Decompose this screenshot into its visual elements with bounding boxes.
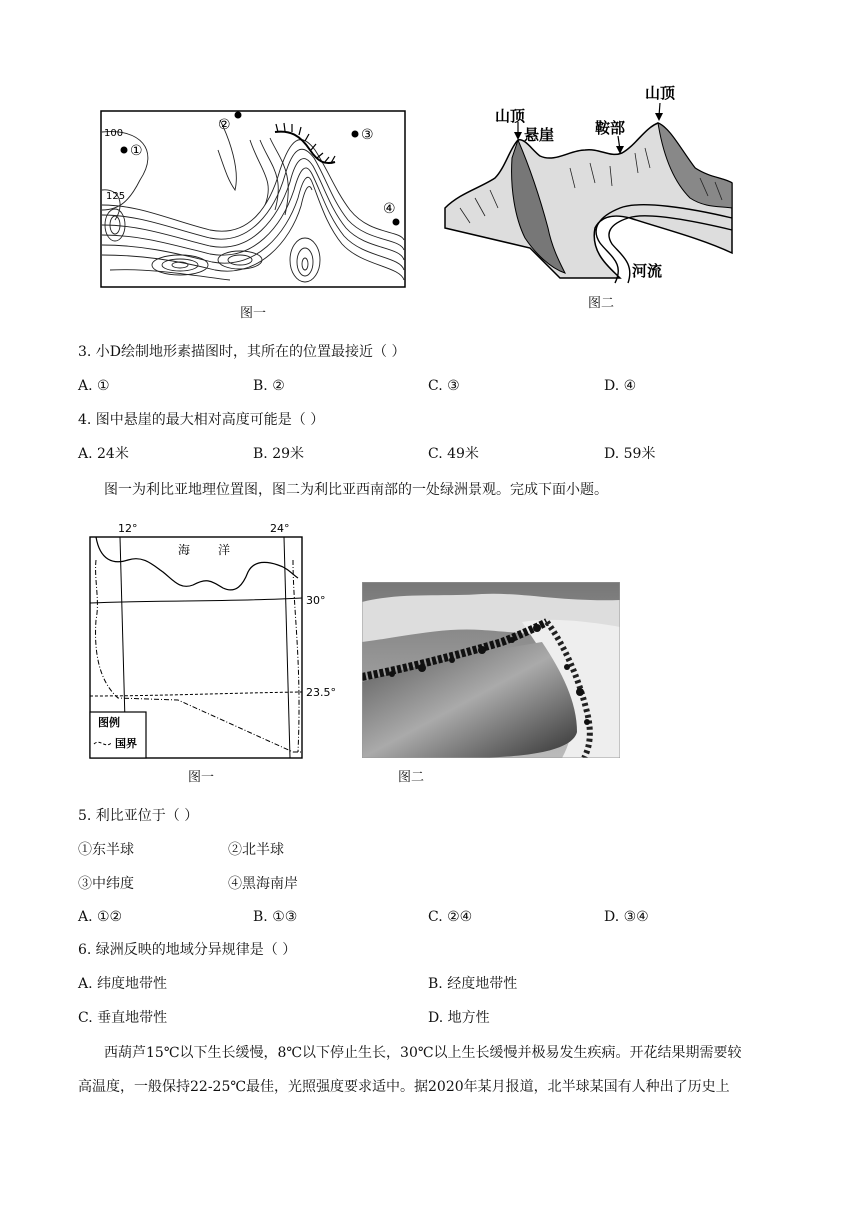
- marker-2-dot: [235, 112, 242, 119]
- q5-option-c[interactable]: C. ②④: [428, 909, 473, 925]
- q5-item-1: ①东半球: [78, 842, 134, 858]
- marker-3: ③: [361, 127, 374, 143]
- q5-option-a[interactable]: A. ①②: [78, 909, 123, 925]
- q6-option-c[interactable]: C. 垂直地带性: [78, 1010, 168, 1026]
- label-cliff: 悬崖: [524, 126, 555, 144]
- libya-intro: 图一为利比亚地理位置图，图二为利比亚西南部的一处绿洲景观。完成下面小题。: [104, 482, 608, 498]
- sea-label-2: 洋: [218, 543, 231, 557]
- sea-label-1: 海: [178, 543, 191, 557]
- contour-map-figure: [100, 110, 406, 288]
- marker-1-dot: [121, 147, 128, 154]
- question-6-stem: 6. 绿洲反映的地域分异规律是（ ）: [78, 942, 297, 958]
- libya-map: [88, 520, 338, 760]
- label-river: 河流: [632, 262, 663, 280]
- caption-libya-map: 图一: [188, 770, 215, 785]
- q5-item-2: ②北半球: [228, 842, 284, 858]
- caption-landscape: 图二: [588, 296, 615, 311]
- q5-option-d[interactable]: D. ③④: [604, 909, 649, 925]
- q3-option-c[interactable]: C. ③: [428, 378, 460, 394]
- question-3-stem: 3. 小D绘制地形素描图时，其所在的位置最接近（ ）: [78, 344, 406, 360]
- marker-1: ①: [130, 143, 143, 159]
- lon-label-12: 12°: [118, 522, 138, 535]
- oasis-photo: [362, 582, 620, 758]
- passage-line-2: 高温度，一般保持22-25℃最佳，光照强度要求适中。据2020年某月报道，北半球某国有人种出了历史上: [78, 1079, 730, 1095]
- libya-map-figure: [88, 520, 338, 760]
- marker-4: ④: [383, 201, 396, 217]
- marker-2: ②: [218, 117, 231, 133]
- contour-label-100: 100: [104, 128, 124, 139]
- q5-item-3: ③中纬度: [78, 876, 134, 892]
- q4-option-c[interactable]: C. 49米: [428, 446, 479, 462]
- marker-3-dot: [352, 131, 359, 138]
- q4-option-b[interactable]: B. 29米: [253, 446, 305, 462]
- q3-option-a[interactable]: A. ①: [78, 378, 110, 394]
- oasis-photo-svg: [362, 582, 620, 758]
- q3-option-b[interactable]: B. ②: [253, 378, 285, 394]
- lon-label-24: 24°: [270, 522, 290, 535]
- label-peak-right: 山顶: [645, 84, 676, 102]
- q3-option-d[interactable]: D. ④: [604, 378, 637, 394]
- landscape-sketch: [440, 78, 735, 290]
- label-saddle: 鞍部: [595, 119, 626, 137]
- landscape-sketch-figure: [440, 78, 735, 290]
- passage-line-1: 西葫芦15℃以下生长缓慢，8℃以下停止生长，30℃以上生长缓慢并极易发生疾病。开花结果期需要较: [104, 1045, 742, 1061]
- contour-label-125: 125: [106, 191, 126, 202]
- q6-option-b[interactable]: B. 经度地带性: [428, 976, 518, 992]
- q4-option-d[interactable]: D. 59米: [604, 446, 656, 462]
- q5-option-b[interactable]: B. ①③: [253, 909, 298, 925]
- label-peak-left: 山顶: [495, 107, 526, 125]
- question-4-stem: 4. 图中悬崖的最大相对高度可能是（ ）: [78, 412, 325, 428]
- marker-4-dot: [393, 219, 400, 226]
- lat-label-30: 30°: [306, 594, 326, 607]
- contour-map: [100, 110, 406, 288]
- caption-oasis: 图二: [398, 770, 425, 785]
- q6-option-a[interactable]: A. 纬度地带性: [78, 976, 168, 992]
- question-5-stem: 5. 利比亚位于（ ）: [78, 808, 199, 824]
- legend-title: 图例: [98, 716, 120, 729]
- legend-item-border: 国界: [115, 737, 137, 750]
- q4-option-a[interactable]: A. 24米: [78, 446, 129, 462]
- lat-label-23-5: 23.5°: [306, 686, 336, 699]
- q5-item-4: ④黑海南岸: [228, 876, 298, 892]
- caption-contour-map: 图一: [240, 306, 267, 321]
- q6-option-d[interactable]: D. 地方性: [428, 1010, 490, 1026]
